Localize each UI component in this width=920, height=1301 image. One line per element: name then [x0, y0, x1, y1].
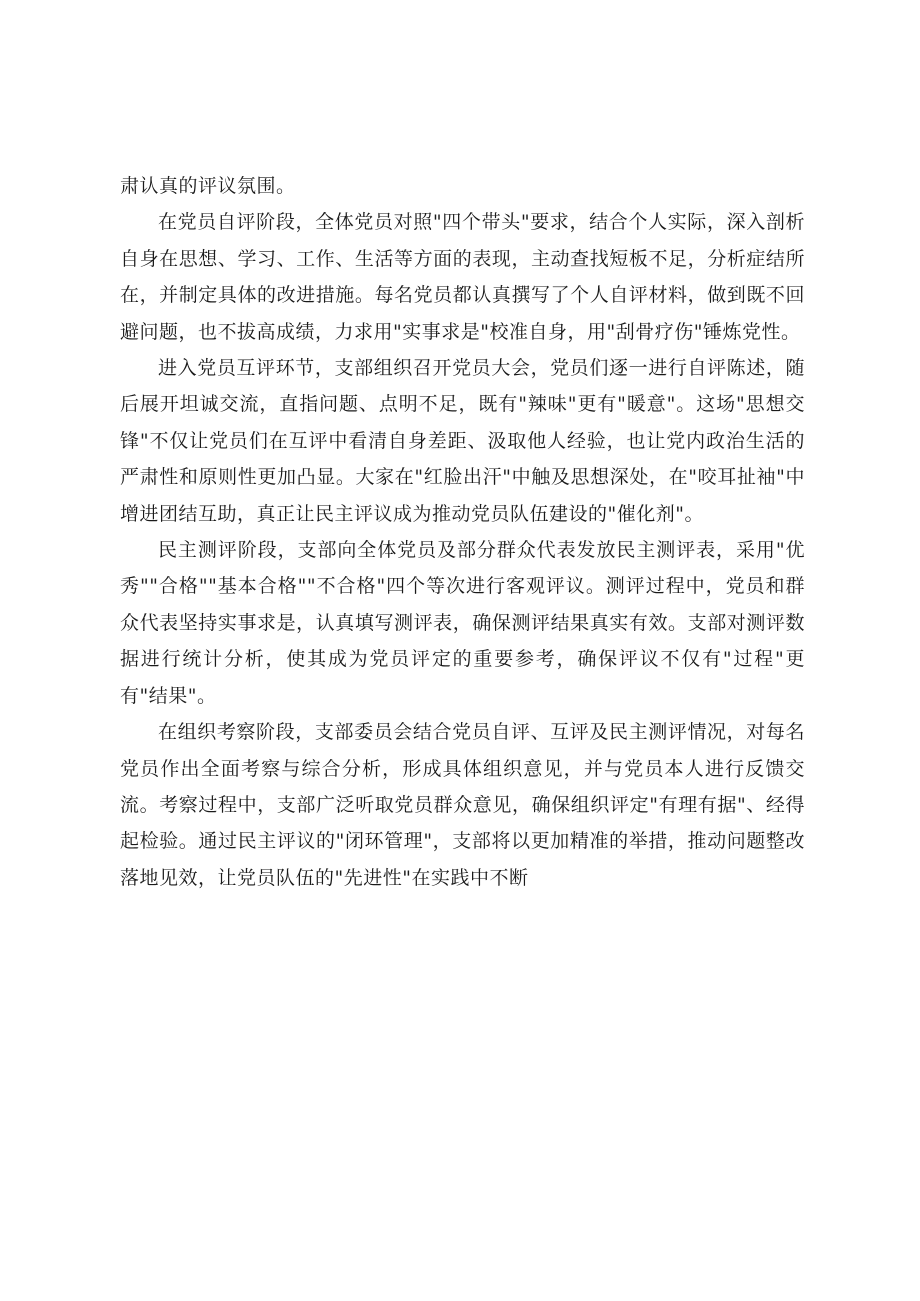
document-body: [120, 168, 805, 896]
paragraph-self-evaluation: 在党员自评阶段，全体党员对照"四个带头"要求，结合个人实际，深入剖析自身在思想、学习、工作、生活等方面的表现，主动查找短板不足，分析症结所在，并制定具体的改进措施。每名党员都认真撰写了个人自评材料，做到既不回避问题，也不拔高成绩，力求用"实事求是"校准自身，用"刮骨疗伤"锤炼党性。: [120, 211, 805, 343]
paragraph-continuation: 肃认真的评议氛围。: [120, 175, 296, 197]
paragraph-mutual-evaluation: 进入党员互评环节，支部组织召开党员大会，党员们逐一进行自评陈述，随后展开坦诚交流，直指问题、点明不足，既有"辣味"更有"暖意"。这场"思想交锋"不仅让党员们在互评中看清自身差距、汲取他人经验，也让党内政治生活的严肃性和原则性更加凸显。大家在"红脸出汗"中触及思想深处，在"咬耳扯袖"中增进团结互助，真正让民主评议成为推动党员队伍建设的"催化剂"。: [120, 357, 805, 525]
paragraph-organizational-review: 在组织考察阶段，支部委员会结合党员自评、互评及民主测评情况，对每名党员作出全面考察与综合分析，形成具体组织意见，并与党员本人进行反馈交流。考察过程中，支部广泛听取党员群众意见，确保组织评定"有理有据"、经得起检验。通过民主评议的"闭环管理"，支部将以更加精准的举措，推动问题整改落地见效，让党员队伍的"先进性"在实践中不断: [120, 721, 805, 889]
paragraph-democratic-assessment: 民主测评阶段，支部向全体党员及部分群众代表发放民主测评表，采用"优秀""合格""基本合格""不合格"四个等次进行客观评议。测评过程中，党员和群众代表坚持实事求是，认真填写测评表，确保测评结果真实有效。支部对测评数据进行统计分析，使其成为党员评定的重要参考，确保评议不仅有"过程"更有"结果"。: [120, 539, 805, 707]
